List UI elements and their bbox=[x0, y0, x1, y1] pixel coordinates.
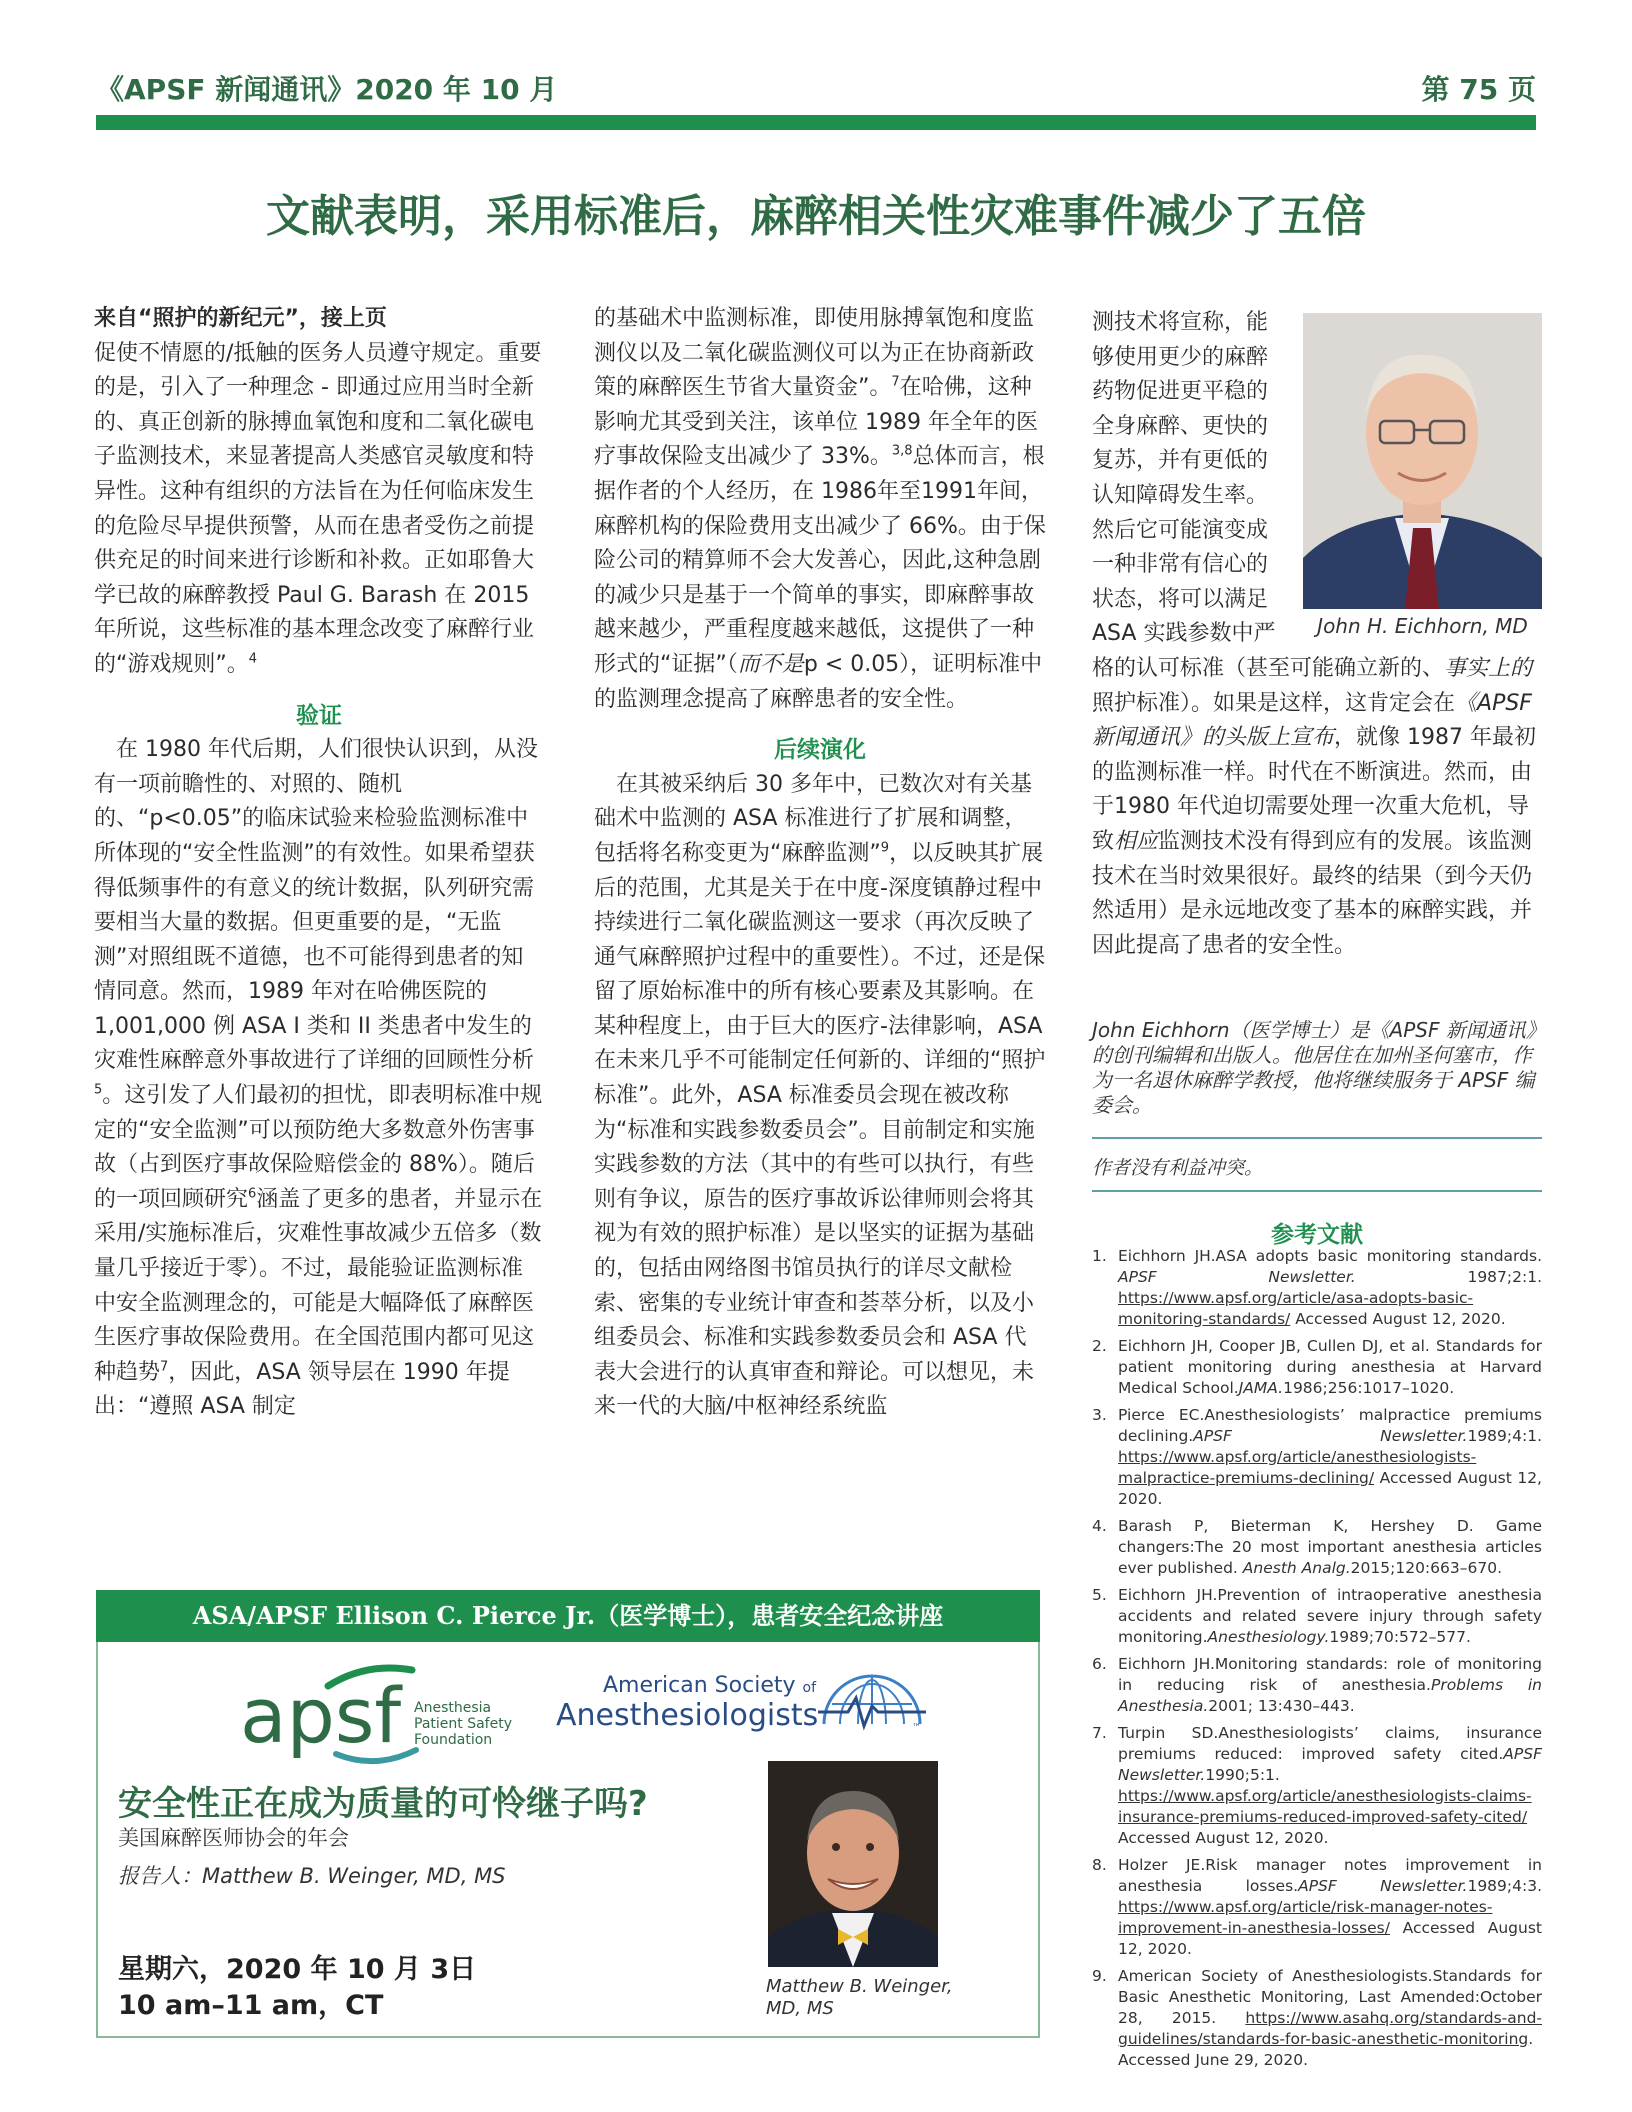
section-heading-evolution: 后续演化 bbox=[774, 737, 866, 764]
reference-text: Holzer JE.Risk manager notes improvement in anesthesia losses. bbox=[1118, 1856, 1542, 1895]
reference-journal: APSF Newsletter. bbox=[1118, 1745, 1542, 1784]
article-column-1 bbox=[94, 302, 544, 1425]
reference-text: Eichhorn JH, Cooper JB, Cullen DJ, et al. Standards for patient monitoring during anesthesia at Harvard Medical School. bbox=[1118, 1337, 1542, 1397]
paragraph: 促使不情愿的/抵触的医务人员遵守规定。重要的是，引入了一种理念 - 即通过应用当时全新的、真正创新的脉搏血氧饱和度和二氧化碳电子监测技术，来显著提高人类感官灵敏度和特异性。这种有组织的方法旨在为任何临床发生的危险尽早提供预警，从而在患者受伤之前提供充足的时间来进行诊断和补救。正如耶鲁大学已故的麻醉教授 Paul G. Barash 在 2015 年所说，这些标准的基本理念改变了麻醉行业的“游戏规则”。$^4$ bbox=[94, 340, 542, 677]
reference-text: 1989;4:3. bbox=[1467, 1877, 1542, 1895]
citation: 4 bbox=[248, 651, 258, 667]
author-photo-caption: John H. Eichhorn, MD bbox=[1317, 614, 1528, 638]
svg-text:Foundation: Foundation bbox=[414, 1732, 493, 1748]
reference-text: 1986;256:1017–1020. bbox=[1283, 1379, 1455, 1397]
reference-number: 7. bbox=[1092, 1724, 1107, 1742]
reference-text: 2001; 13:430–443. bbox=[1208, 1697, 1355, 1715]
reference-journal: APSF Newsletter. bbox=[1298, 1877, 1468, 1895]
reference-text: Accessed August 12, 2020. bbox=[1118, 1919, 1542, 1958]
photo-float-space bbox=[1288, 306, 1542, 624]
reference-text: Eichhorn JH.ASA adopts basic monitoring standards. bbox=[1118, 1247, 1542, 1265]
reference-number: 8. bbox=[1092, 1856, 1107, 1874]
reference-journal: Problems in Anesthesia. bbox=[1118, 1676, 1542, 1715]
reference-item bbox=[1092, 1585, 1542, 1648]
article-column-3 bbox=[1092, 306, 1542, 963]
reference-journal: APSF Newsletter. bbox=[1118, 1268, 1356, 1286]
reference-item bbox=[1092, 1855, 1542, 1960]
lecture-datetime bbox=[118, 1952, 476, 2024]
reference-link[interactable]: https://www.apsf.org/article/anesthesiologists-claims-insurance-premiums-reduced-improved-safety-cited/ bbox=[1118, 1787, 1532, 1826]
reference-text: 1989;4:1. bbox=[1467, 1427, 1542, 1445]
speaker-photo bbox=[768, 1761, 938, 1967]
reference-text: 1987;2:1. bbox=[1355, 1268, 1542, 1286]
reference-item bbox=[1092, 1516, 1542, 1579]
citation: 9 bbox=[880, 840, 890, 856]
reference-link[interactable]: https://www.apsf.org/article/anesthesiologists-malpractice-premiums-declining/ bbox=[1118, 1448, 1477, 1487]
reference-number: 5. bbox=[1092, 1586, 1107, 1604]
paragraph: 测技术将宣称，能够使用更少的麻醉药物促进更平稳的全身麻醉、更快的复苏，并有更低的认知障碍发生率。然后它可能演变成一种非常有信心的状态，将可以满足 ASA 实践参数中严格的认可标准（甚至可能确立新的、事实上的照护标准）。如果是这样，这肯定会在《APSF 新闻通讯》的头版上宣布，就像 1987 年最初的监测标准一样。时代在不断演进。然而，由于1980 年代迫切需要处理一次重大危机，导致相应监测技术没有得到应有的发展。该监测技术在当时效果很好。最终的结果（到今天仍然适用）是永远地改变了基本的麻醉实践，并因此提高了患者的安全性。 bbox=[1092, 310, 1536, 958]
lecture-title: 安全性正在成为质量的可怜继子吗? bbox=[118, 1784, 648, 1824]
reference-text: 2015;120:663–670. bbox=[1350, 1559, 1502, 1577]
svg-text:Patient Safety: Patient Safety bbox=[414, 1716, 512, 1732]
paragraph: 的基础术中监测标准，即使用脉搏氧饱和度监测仪以及二氧化碳监测仪可以为正在协商新政策的麻醉医生节省大量资金”。$^7$在哈佛，这种影响尤其受到关注，该单位 1989 年全年的医疗事故保险支出减少了 33%。$^{3,8}$总体而言，根据作者的个人经历，在 1986年至1991年间，麻醉机构的保险费用支出减少了 66%。由于保险公司的精算师不会大发善心，因此,这种急剧的减少只是基于一个简单的事实，即麻醉事故越来越少，严重程度越来越低，这提供了一种形式的“证据”（而不是p < 0.05），证明标准中的监测理念提高了麻醉患者的安全性。 bbox=[594, 306, 1046, 712]
reference-journal: Anesthesiology. bbox=[1207, 1628, 1330, 1646]
asa-logo-text: American Society of Anesthesiologists bbox=[556, 1673, 819, 1733]
citation: 7 bbox=[891, 374, 900, 390]
page-number: 第 75 页 bbox=[1421, 73, 1536, 106]
reference-journal: JAMA. bbox=[1238, 1379, 1284, 1397]
reference-item bbox=[1092, 1723, 1542, 1849]
reference-text: Accessed August 12, 2020. bbox=[1290, 1310, 1506, 1328]
reference-number: 4. bbox=[1092, 1517, 1107, 1535]
reference-text: 1989;70:572–577. bbox=[1329, 1628, 1471, 1646]
citation: 5 bbox=[94, 1082, 103, 1098]
citation: 6 bbox=[248, 1186, 257, 1202]
lecture-banner: ASA/APSF Ellison C. Pierce Jr.（医学博士），患者安全纪念讲座 bbox=[96, 1590, 1040, 1642]
apsf-logo bbox=[236, 1658, 516, 1770]
reference-text: 1990;5:1. bbox=[1205, 1766, 1280, 1784]
reference-item bbox=[1092, 1405, 1542, 1510]
reference-text: Eichhorn JH.Prevention of intraoperative anesthesia accidents and related severe injury through safety monitoring. bbox=[1118, 1586, 1542, 1646]
asa-globe-icon bbox=[818, 1668, 926, 1732]
reference-number: 1. bbox=[1092, 1247, 1107, 1265]
paragraph: 在 1980 年代后期，人们很快认识到，从没有一项前瞻性的、对照的、随机的、“p<0.05”的临床试验来检验监测标准中所体现的“安全性监测”的有效性。如果希望获得低频事件的有意义的统计数据，队列研究需要相当大量的数据。但更重要的是，“无监测”对照组既不道德，也不可能得到患者的知情同意。然而，1989 年对在哈佛医院的 1,001,000 例 ASA I 类和 II 类患者中发生的灾难性麻醉意外事故进行了详细的回顾性分析$^5$。这引发了人们最初的担忧，即表明标准中规定的“安全监测”可以预防绝大多数意外伤害事故（占到医疗事故保险赔偿金的 88%）。随后的一项回顾研究$^6$涵盖了更多的患者，并显示在采用/实施标准后，灾难性事故减少五倍多（数量几乎接近于零）。不过，最能验证监测标准中安全监测理念的，可能是大幅降低了麻醉医生医疗事故保险费用。在全国范围内都可见这种趋势$^7$，因此，ASA 领导层在 1990 年提出：“遵照 ASA 制定 bbox=[94, 737, 543, 1420]
divider bbox=[1092, 1190, 1542, 1192]
article-title: 文献表明，采用标准后，麻醉相关性灾难事件减少了五倍 bbox=[266, 191, 1366, 242]
reference-number: 2. bbox=[1092, 1337, 1107, 1355]
citation: 7 bbox=[160, 1359, 169, 1375]
reference-number: 6. bbox=[1092, 1655, 1107, 1673]
lecture-date: 星期六，2020 年 10 月 3日 bbox=[118, 1954, 477, 1985]
speaker-photo-caption: Matthew B. Weinger, MD, MS bbox=[766, 1976, 953, 2019]
reference-text: . Accessed June 29, 2020. bbox=[1118, 2030, 1534, 2069]
paragraph: 在其被采纳后 30 多年中，已数次对有关基础术中监测的 ASA 标准进行了扩展和调整，包括将名称变更为“麻醉监测”$^9$，以反映其扩展后的范围，尤其是关于在中度-深度镇静过程中持续进行二氧化碳监测这一要求（再次反映了通气麻醉照护过程中的重要性）。不过，还是保留了原始标准中的所有核心要素及其影响。在某种程度上，由于巨大的医疗-法律影响，ASA 在未来几乎不可能制定任何新的、详细的“照护标准”。此外，ASA 标准委员会现在被改称为“标准和实践参数委员会”。目前制定和实施实践参数的方法（其中的有些可以执行，有些则有争议，原告的医疗事故诉讼律师则会将其视为有效的照护标准）是以坚实的证据为基础的，包括由网络图书馆员执行的详尽文献检索、密集的专业统计审查和荟萃分析，以及小组委员会、标准和实践参数委员会和 ASA 代表大会进行的认真审查和辩论。可以想见，未来一代的大脑/中枢神经系统监 bbox=[594, 771, 1046, 1420]
reference-text: Eichhorn JH.Monitoring standards: role of monitoring in reducing risk of anesthesia. bbox=[1118, 1655, 1542, 1694]
reference-text: Pierce EC.Anesthesiologists’ malpractice premiums declining. bbox=[1118, 1406, 1542, 1445]
reference-link[interactable]: https://www.apsf.org/article/asa-adopts-basic-monitoring-standards/ bbox=[1118, 1289, 1474, 1328]
reference-item bbox=[1092, 1246, 1542, 1330]
reference-link[interactable]: https://www.apsf.org/article/risk-manager-notes-improvement-in-anesthesia-losses/ bbox=[1118, 1898, 1493, 1937]
reference-number: 3. bbox=[1092, 1406, 1107, 1424]
reference-text: Accessed August 12, 2020. bbox=[1118, 1469, 1542, 1508]
reference-text: American Society of Anesthesiologists.Standards for Basic Anesthetic Monitoring, Last Amended:October 28, 2015. bbox=[1118, 1967, 1542, 2027]
header-rule bbox=[96, 115, 1536, 130]
reference-text: Accessed August 12, 2020. bbox=[1118, 1829, 1329, 1847]
author-bio: John Eichhorn（医学博士）是《APSF 新闻通讯》的创刊编辑和出版人。他居住在加州圣何塞市，作为一名退休麻醉学教授，他将继续服务于 APSF 编委会。 bbox=[1092, 1018, 1536, 1117]
reference-number: 9. bbox=[1092, 1967, 1107, 1985]
lecture-time: 10 am–11 am，CT bbox=[118, 1990, 384, 2021]
references-heading: 参考文献 bbox=[1271, 1222, 1363, 1248]
citation: 3,8 bbox=[891, 444, 913, 460]
reference-journal: Anesth Analg. bbox=[1242, 1559, 1351, 1577]
references-list bbox=[1092, 1246, 1542, 2077]
article-column-2 bbox=[594, 302, 1046, 1425]
divider bbox=[1092, 1137, 1542, 1139]
section-heading-validation: 验证 bbox=[296, 702, 342, 729]
reference-item bbox=[1092, 1654, 1542, 1717]
newsletter-issue: 《APSF 新闻通讯》2020 年 10 月 bbox=[96, 73, 558, 106]
reference-text: Barash P, Bieterman K, Hershey D. Game changers:The 20 most important anesthesia articles ever published. bbox=[1118, 1517, 1542, 1577]
reference-text: Turpin SD.Anesthesiologists’ claims, insurance premiums reduced: improved safety cited. bbox=[1118, 1724, 1542, 1763]
reference-journal: APSF Newsletter. bbox=[1193, 1427, 1468, 1445]
svg-text:Anesthesia: Anesthesia bbox=[414, 1700, 492, 1716]
reference-item bbox=[1092, 1336, 1542, 1399]
lecture-speaker: 报告人：Matthew B. Weinger, MD, MS bbox=[118, 1864, 506, 1888]
reference-item bbox=[1092, 1966, 1542, 2071]
svg-text:™: ™ bbox=[912, 1723, 921, 1732]
continued-from: 来自“照护的新纪元”，接上页 bbox=[94, 306, 387, 331]
reference-link[interactable]: https://www.asahq.org/standards-and-guidelines/standards-for-basic-anesthetic-monitoring bbox=[1118, 2009, 1542, 2048]
lecture-subtitle: 美国麻醉医师协会的年会 bbox=[118, 1826, 349, 1850]
svg-text:apsf: apsf bbox=[240, 1671, 402, 1760]
conflict-of-interest: 作者没有利益冲突。 bbox=[1092, 1157, 1264, 1179]
